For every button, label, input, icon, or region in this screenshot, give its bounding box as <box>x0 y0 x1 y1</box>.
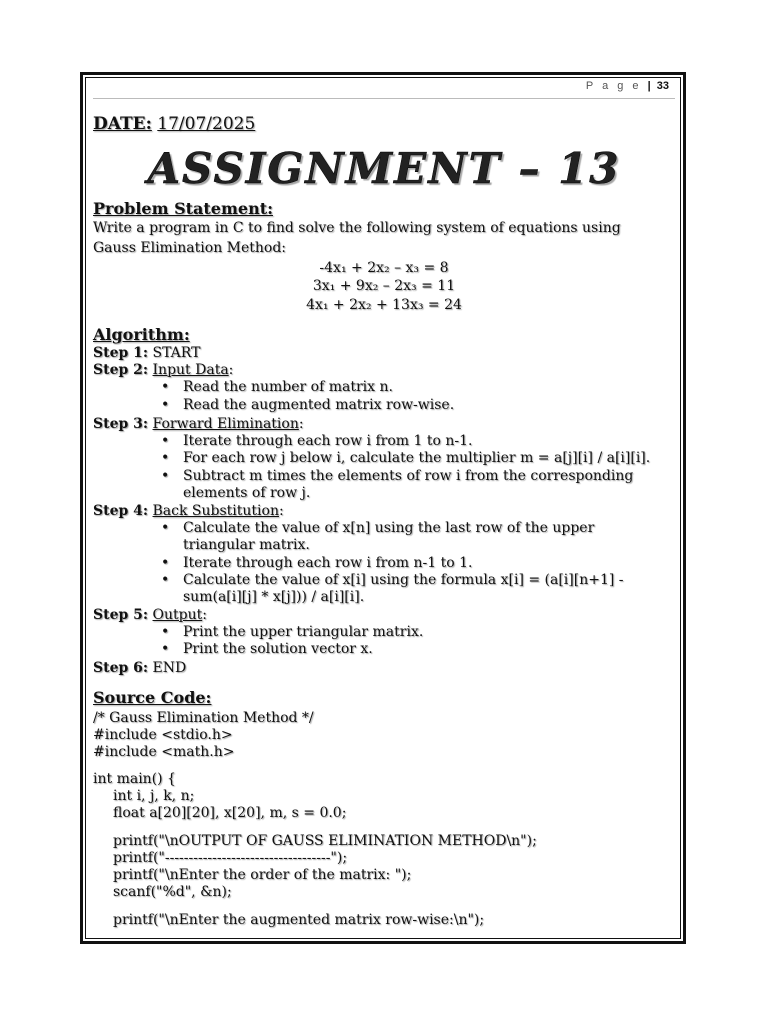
code-line-11: printf("\nEnter the augmented matrix row-wise:\n"); <box>113 912 485 928</box>
equation-1: -4x₁ + 2x₂ – x₃ = 8 <box>319 260 449 276</box>
code-line-10: scanf("%d", &n); <box>113 884 232 900</box>
code-line-8: printf("-----------------------------------"); <box>113 850 348 866</box>
step-3-bullet-3: • Subtract m times the elements of row i from the corresponding <box>183 468 633 485</box>
code-line-9: printf("\nEnter the order of the matrix: "); <box>113 867 412 883</box>
step-3-title: Forward Elimination <box>152 416 299 432</box>
step-4-bullet-2: • Iterate through each row i from n-1 to 1. <box>183 555 472 572</box>
date-label: DATE: <box>93 114 152 134</box>
equation-2: 3x₁ + 9x₂ – 2x₃ = 11 <box>312 278 456 294</box>
equation-3: 4x₁ + 2x₂ + 13x₃ = 24 <box>306 297 462 313</box>
step-5-title: Output <box>152 607 203 623</box>
code-line-4: int main() { <box>93 771 176 787</box>
step-4 <box>93 503 284 520</box>
step-2-colon: : <box>228 362 234 378</box>
step-3-bullet-2: • For each row j below i, calculate the multiplier m = a[j][i] / a[i][i]. <box>183 450 650 467</box>
page-label: P a g e <box>585 80 642 92</box>
source-heading: Source Code: <box>93 688 212 707</box>
step-3-label: Step 3: <box>93 416 149 432</box>
step-1-label: Step 1: <box>93 345 149 361</box>
step-5 <box>93 607 207 624</box>
step-4-colon: : <box>278 503 284 519</box>
step-6 <box>93 660 186 677</box>
step-6-label: Step 6: <box>93 660 149 676</box>
algorithm-heading: Algorithm: <box>93 325 190 344</box>
step-2-bullet-1: • Read the number of matrix n. <box>183 379 393 396</box>
assignment-title: ASSIGNMENT – 13 <box>147 144 621 193</box>
problem-heading: Problem Statement: <box>93 199 273 218</box>
code-line-3: #include <math.h> <box>93 744 235 760</box>
page-number: 33 <box>656 80 669 92</box>
step-4-bullet-3-cont: sum(a[i][j] * x[j])) / a[i][i]. <box>183 589 365 605</box>
step-4-bullet-1: • Calculate the value of x[n] using the last row of the upper <box>183 520 594 537</box>
step-1 <box>93 345 200 362</box>
step-3-colon: : <box>298 416 304 432</box>
step-4-label: Step 4: <box>93 503 149 519</box>
step-3 <box>93 416 304 433</box>
step-2-bullet-2: • Read the augmented matrix row-wise. <box>183 397 454 414</box>
step-3-bullet-3-cont: elements of row j. <box>183 485 311 501</box>
step-5-label: Step 5: <box>93 607 149 623</box>
problem-line-2: Gauss Elimination Method: <box>93 240 287 256</box>
step-2 <box>93 362 233 379</box>
step-6-text: END <box>152 660 187 676</box>
code-line-5: int i, j, k, n; <box>113 788 195 804</box>
step-5-bullet-1: • Print the upper triangular matrix. <box>183 624 423 641</box>
step-4-title: Back Substitution <box>152 503 279 519</box>
date-value: 17/07/2025 <box>157 114 256 134</box>
step-3-bullet-1: • Iterate through each row i from 1 to n-1. <box>183 433 472 450</box>
step-5-bullet-2: • Print the solution vector x. <box>183 641 373 658</box>
page-separator: | <box>647 80 651 92</box>
step-4-bullet-3: • Calculate the value of x[i] using the formula x[i] = (a[i][n+1] - <box>183 572 624 589</box>
header-divider <box>93 98 675 99</box>
step-2-title: Input Data <box>152 362 229 378</box>
problem-line-1: Write a program in C to find solve the following system of equations using <box>93 220 621 236</box>
code-line-1: /* Gauss Elimination Method */ <box>93 710 314 726</box>
step-2-label: Step 2: <box>93 362 149 378</box>
code-line-2: #include <stdio.h> <box>93 727 233 743</box>
step-5-colon: : <box>202 607 207 623</box>
step-1-text: START <box>152 345 201 361</box>
page-number-header <box>586 80 669 92</box>
code-line-7: printf("\nOUTPUT OF GAUSS ELIMINATION METHOD\n"); <box>113 833 537 849</box>
code-line-6: float a[20][20], x[20], m, s = 0.0; <box>113 805 347 821</box>
step-4-bullet-1-cont: triangular matrix. <box>183 537 310 553</box>
date-line <box>93 116 255 133</box>
